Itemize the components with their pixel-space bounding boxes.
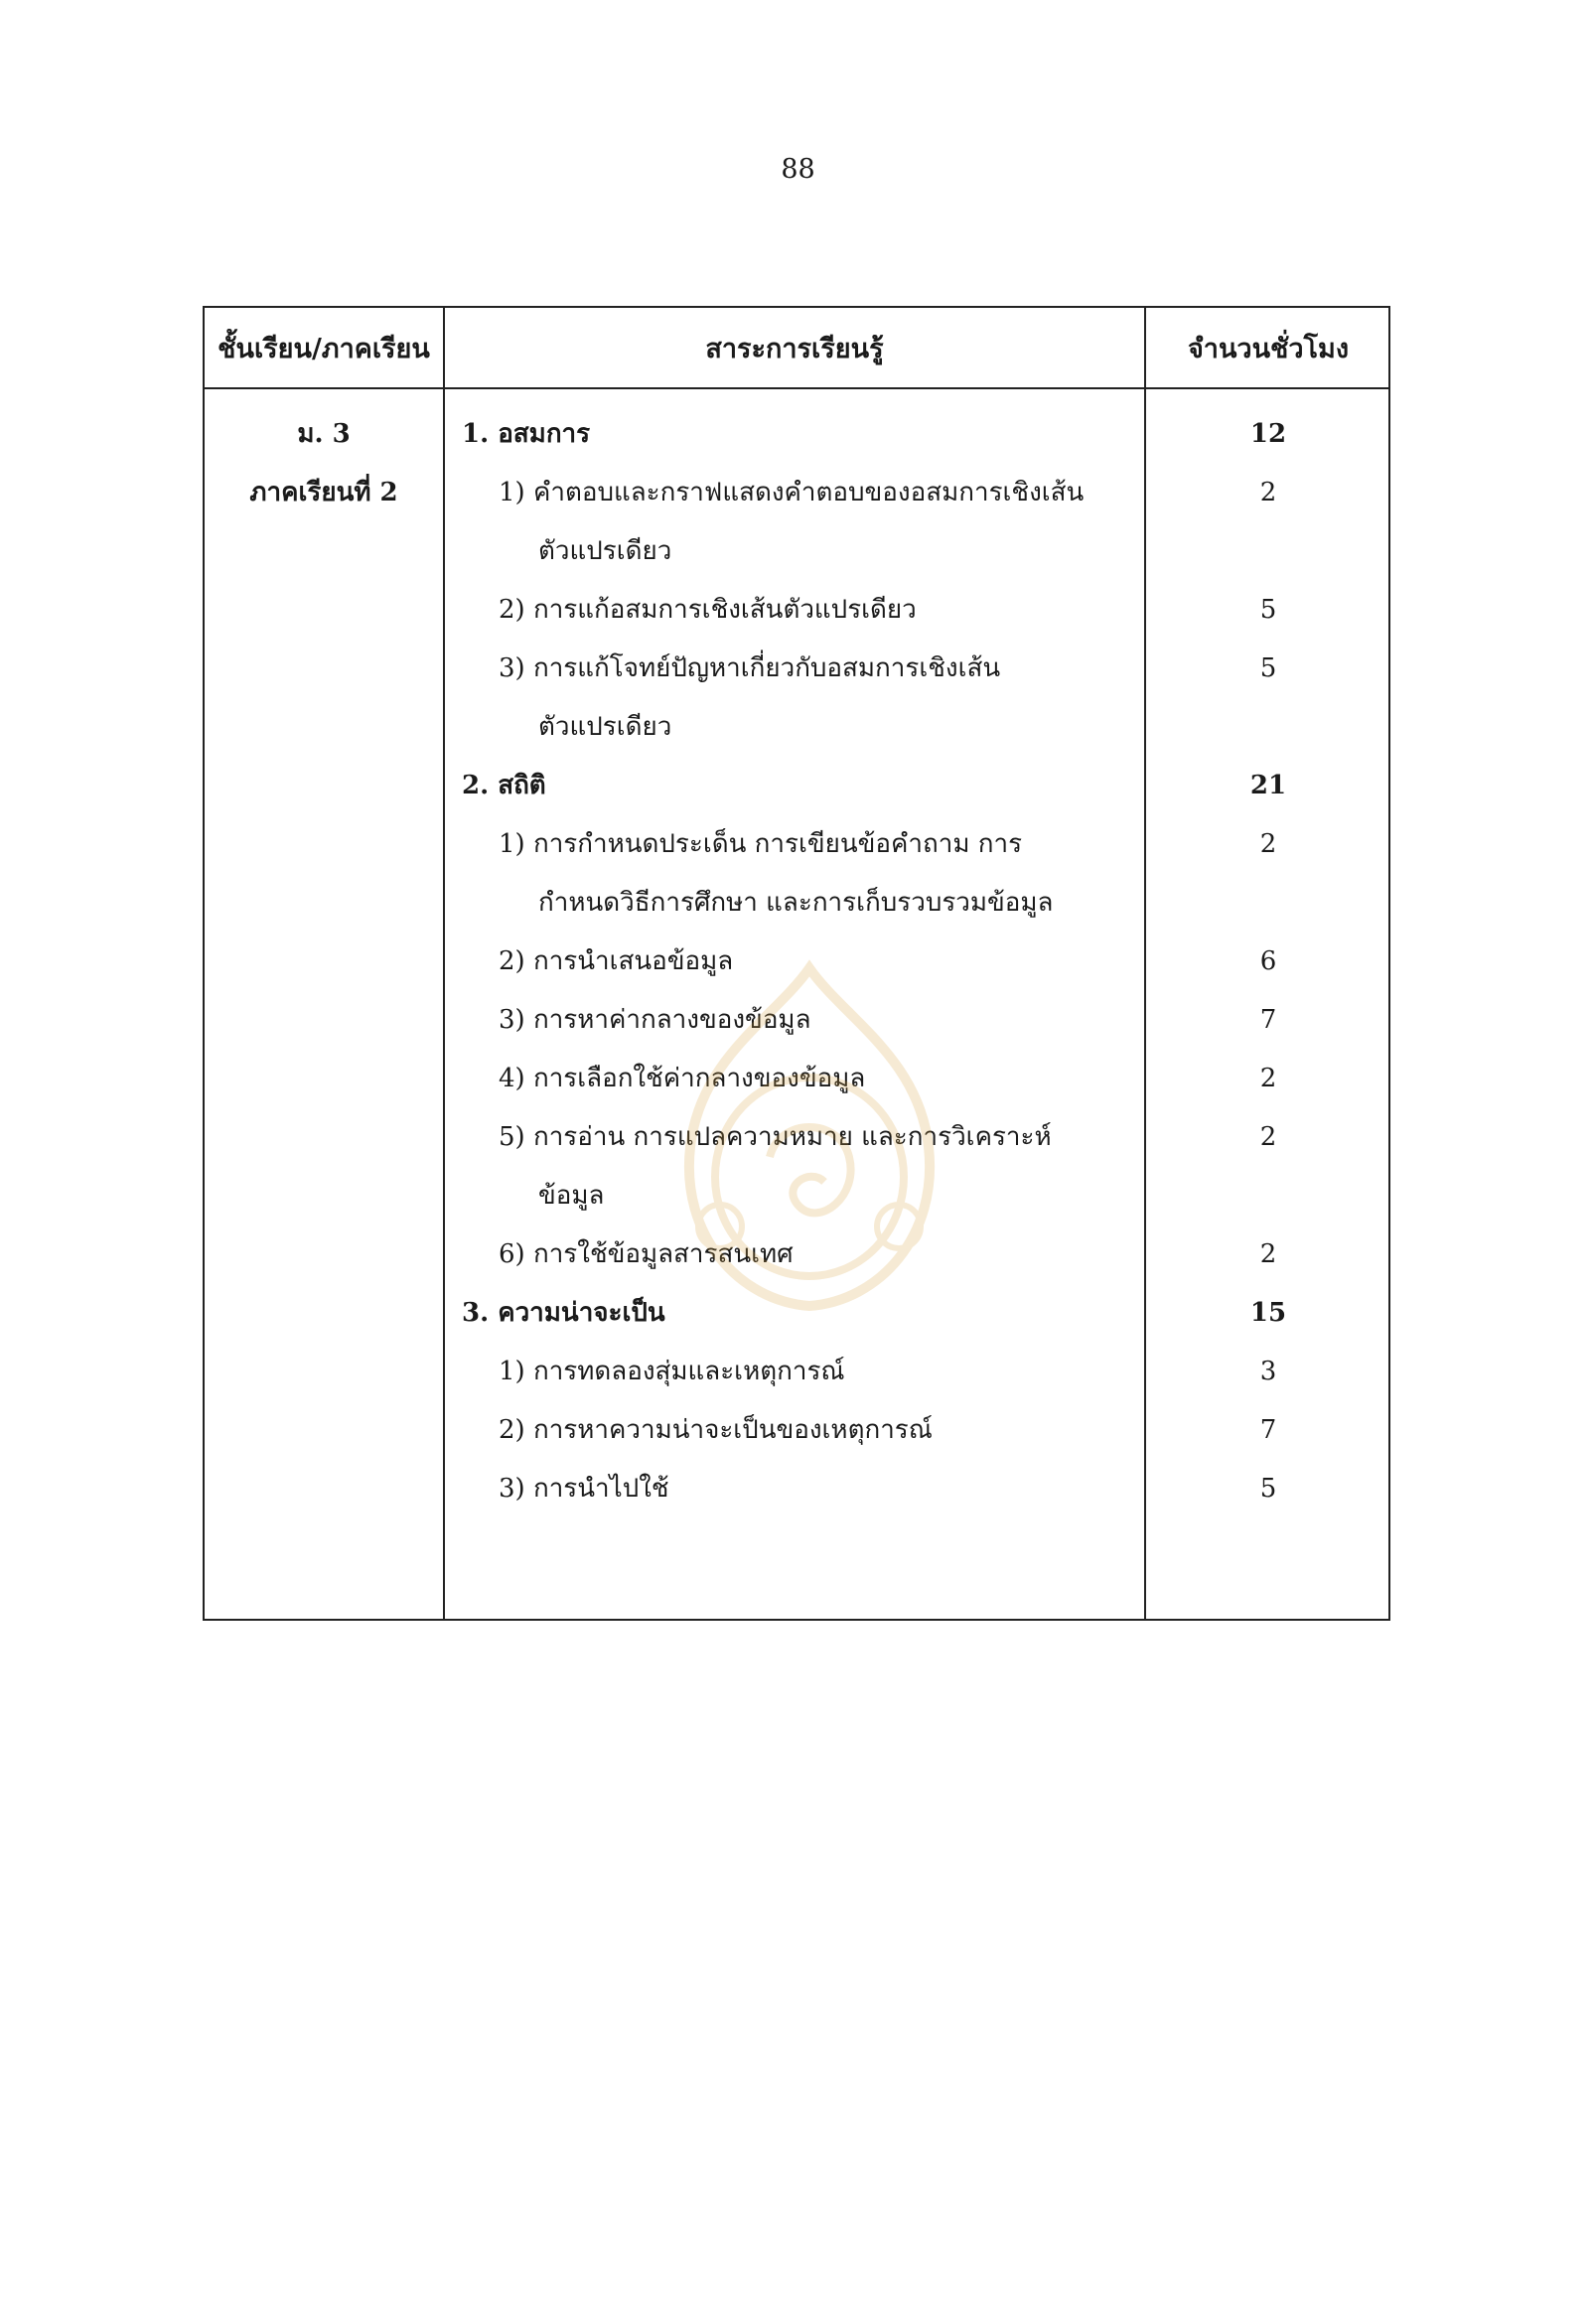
subtopic-item: 2) การแก้อสมการเชิงเส้นตัวแปรเดียว [499, 595, 917, 625]
subtopic-item: 1) คำตอบและกราฟแสดงคำตอบของอสมการเชิงเส้น [499, 478, 1085, 507]
subtopic-continuation: ตัวแปรเดียว [538, 712, 672, 742]
subtopic-item: 6) การใช้ข้อมูลสารสนเทศ [499, 1239, 794, 1269]
topic-heading: 1. อสมการ [462, 419, 591, 449]
emblem-center-mark [770, 1127, 851, 1213]
subtopic-item: 2) การหาความน่าจะเป็นของเหตุการณ์ [499, 1415, 933, 1445]
subtopic-item: 2) การนำเสนอข้อมูล [499, 946, 734, 976]
subtopic-hours: 3 [1259, 1357, 1277, 1386]
page-number: 88 [781, 154, 815, 185]
subtopic-continuation: ข้อมูล [538, 1181, 605, 1211]
subtopic-item: 3) การหาค่ากลางของข้อมูล [499, 1005, 811, 1035]
subtopic-hours: 2 [1259, 1239, 1277, 1269]
subtopic-hours [1146, 1167, 1390, 1225]
subtopic-hours: 5 [1259, 595, 1277, 625]
subtopic-continuation: กำหนดวิธีการศึกษา และการเก็บรวบรวมข้อมูล [538, 888, 1054, 918]
semester-label: ภาคเรียนที่ 2 [249, 478, 398, 507]
topic-hours: 15 [1249, 1298, 1287, 1328]
subtopic-item: 4) การเลือกใช้ค่ากลางของข้อมูล [499, 1064, 866, 1093]
subtopic-item: 1) การกำหนดประเด็น การเขียนข้อคำถาม การ [499, 829, 1023, 859]
header-content: สาระการเรียนรู้ [705, 333, 884, 364]
level-cell [205, 405, 443, 522]
hours-column [1146, 405, 1390, 1518]
subtopic-hours [1146, 874, 1390, 933]
subtopic-hours: 2 [1259, 1064, 1277, 1093]
subtopic-hours: 2 [1259, 1122, 1277, 1152]
topic-hours: 12 [1249, 419, 1287, 449]
subtopic-item: 3) การนำไปใช้ [499, 1474, 669, 1504]
header-level: ชั้นเรียน/ภาคเรียน [218, 333, 430, 364]
subtopic-hours: 5 [1259, 653, 1277, 683]
emblem-watermark [660, 958, 958, 1316]
subtopic-item: 1) การทดลองสุ่มและเหตุการณ์ [499, 1357, 845, 1386]
topic-heading: 3. ความน่าจะเป็น [462, 1298, 665, 1328]
subtopic-hours: 2 [1259, 478, 1277, 507]
subtopic-item: 5) การอ่าน การแปลความหมาย และการวิเคราะห์ [499, 1122, 1052, 1152]
subtopic-hours [1146, 698, 1390, 757]
grade-label: ม. 3 [297, 419, 351, 449]
subtopic-hours: 7 [1259, 1415, 1277, 1445]
subtopic-hours: 7 [1259, 1005, 1277, 1035]
subtopic-item: 3) การแก้โจทย์ปัญหาเกี่ยวกับอสมการเชิงเส้น [499, 653, 1001, 683]
subtopic-hours: 2 [1259, 829, 1277, 859]
header-divider [205, 387, 1388, 389]
subtopic-continuation: ตัวแปรเดียว [538, 536, 672, 566]
header-hours: จำนวนชั่วโมง [1187, 333, 1350, 364]
subtopic-hours: 6 [1259, 946, 1277, 976]
topic-hours: 21 [1249, 771, 1287, 800]
subtopic-hours [1146, 522, 1390, 581]
subtopic-hours: 5 [1259, 1474, 1277, 1504]
topic-heading: 2. สถิติ [462, 771, 546, 800]
